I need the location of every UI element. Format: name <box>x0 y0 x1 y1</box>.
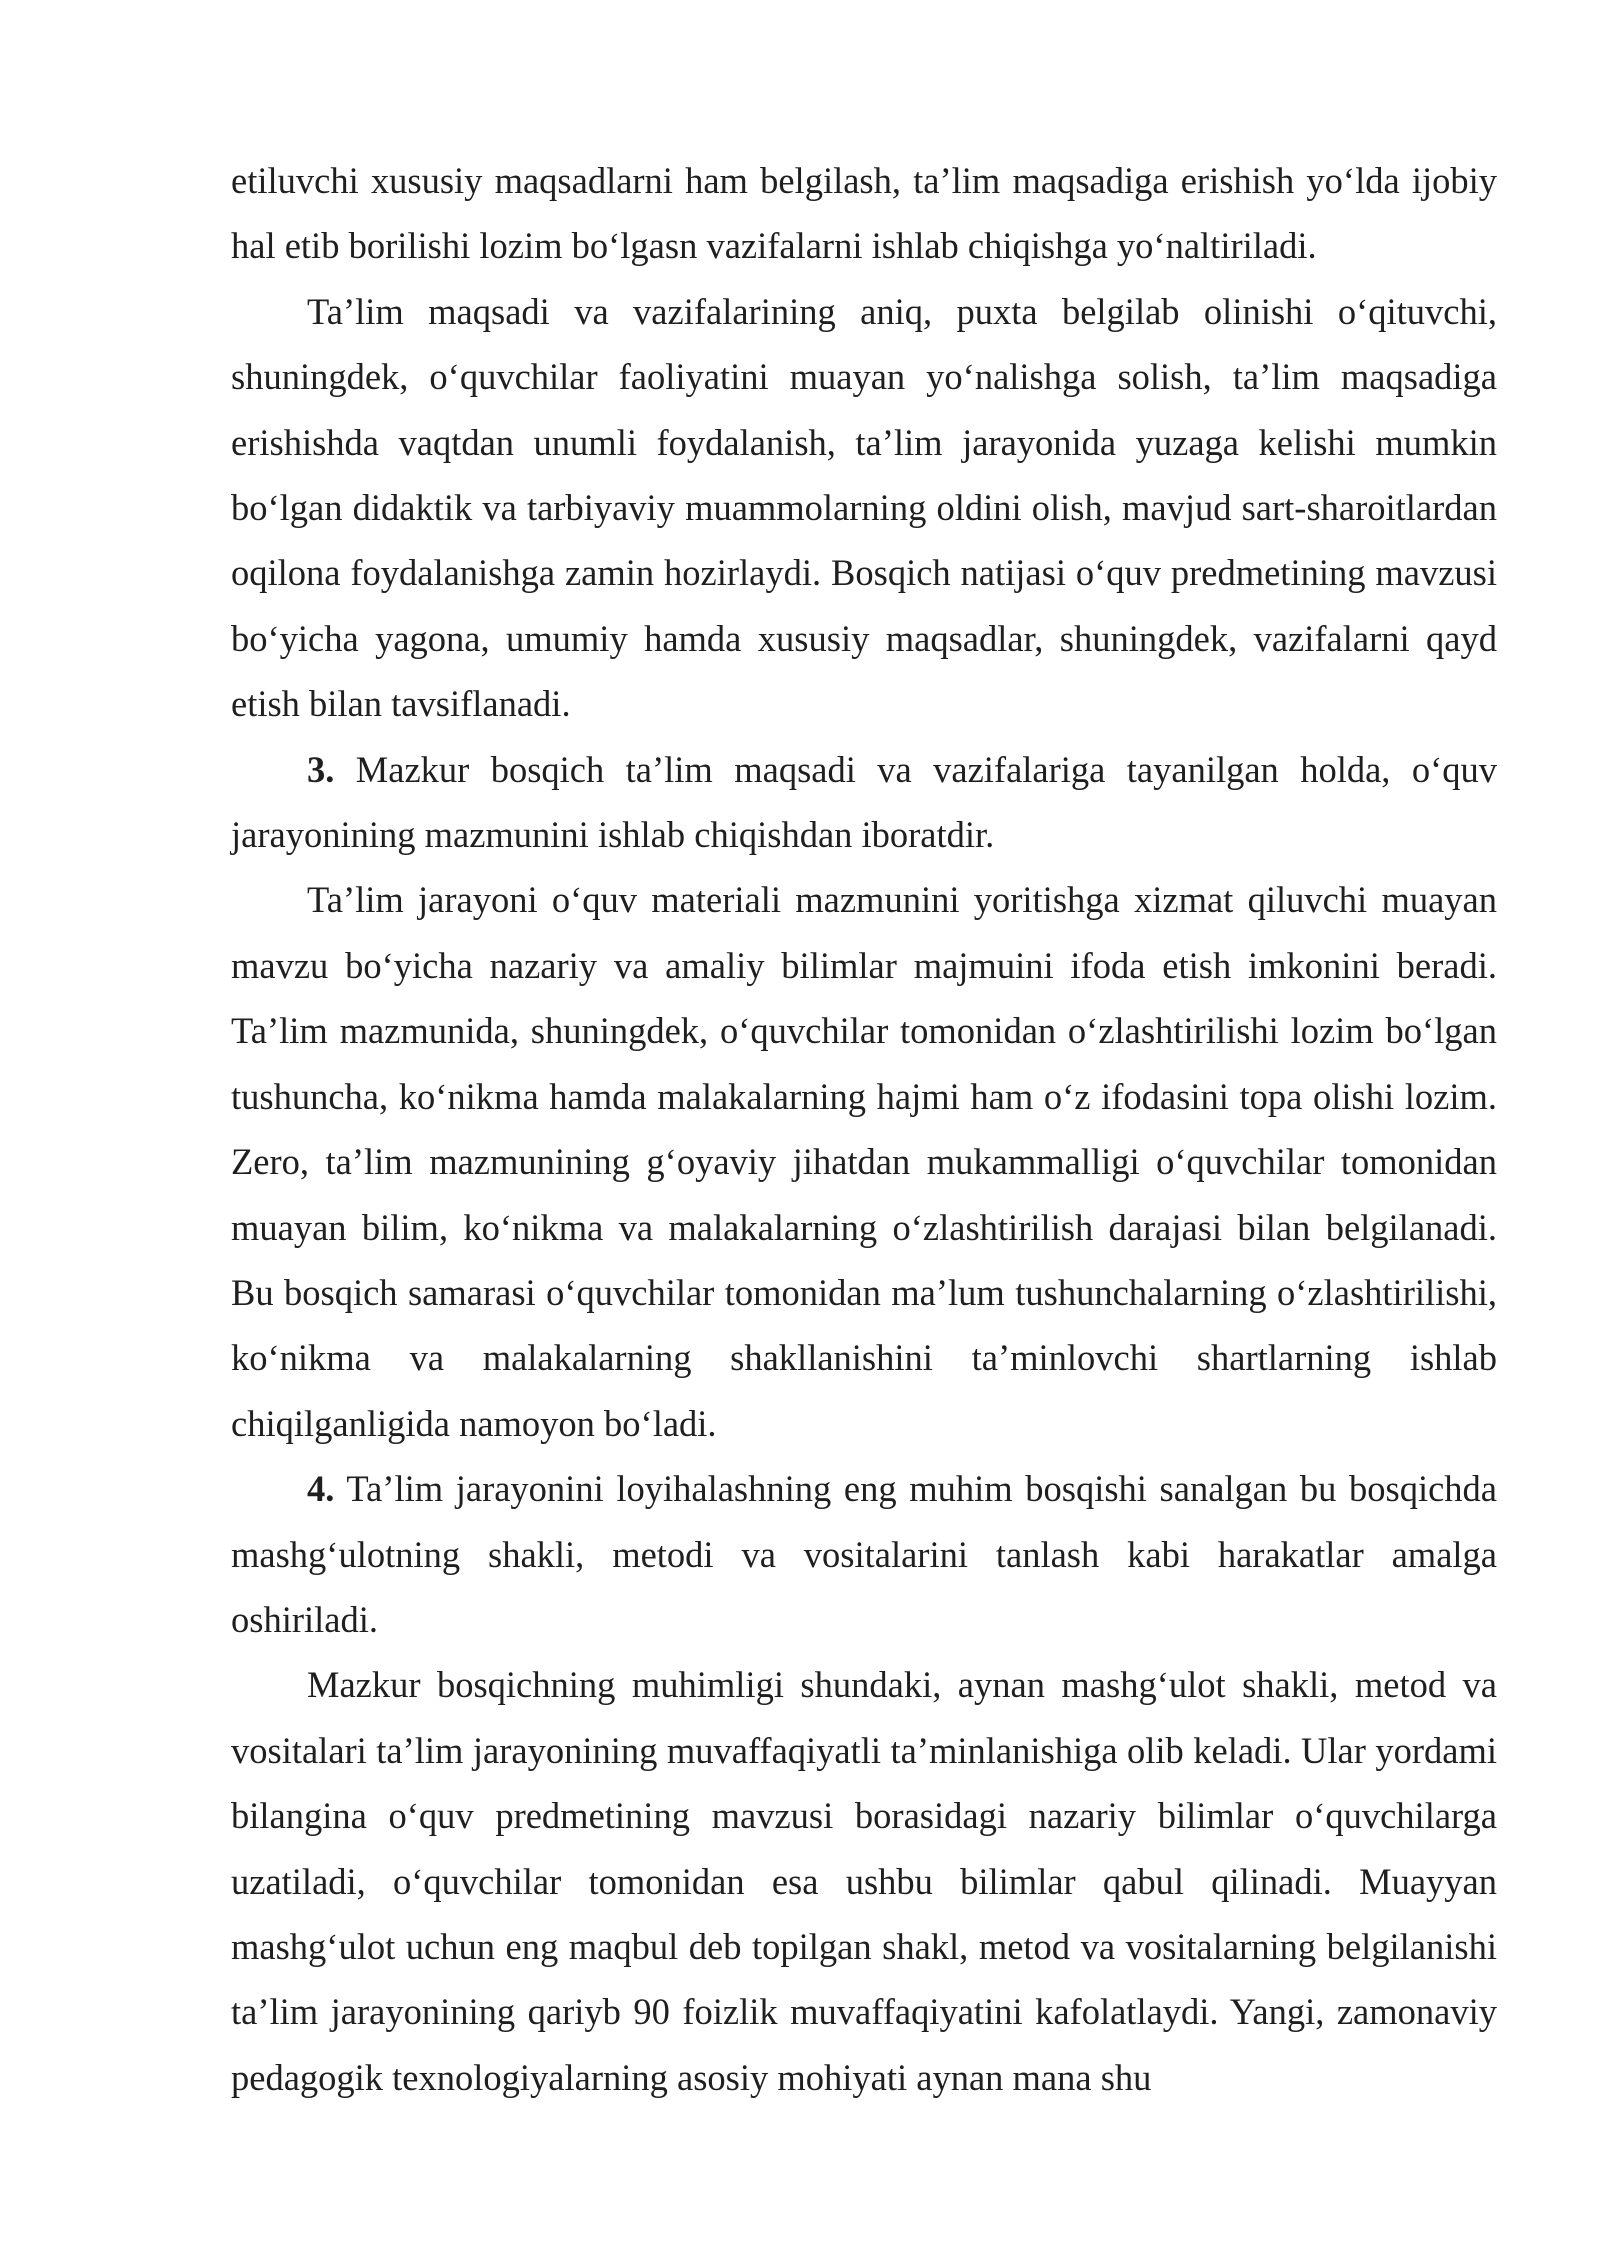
paragraph-text: Ta’lim jarayoni o‘quv materiali mazmunini yoritishga xizmat qiluvchi muayan mavzu bo‘yicha nazariy va amaliy bilimlar majmuini ifoda etish imkonini beradi. Ta’lim mazmunida, shuningdek, o‘quvchilar tomonidan o‘zlashtirilishi lozim bo‘lgan tushuncha, ko‘nikma hamda malakalarning hajmi ham o‘z ifodasini topa olishi lozim. Zero, ta’lim mazmunining g‘oyaviy jihatdan mukammalligi o‘quvchilar tomonidan muayan bilim, ko‘nikma va malakalarning o‘zlashtirilish darajasi bilan belgilanadi. Bu bosqich samarasi o‘quvchilar tomonidan ma’lum tushunchalarning o‘zlashtirilishi, ko‘nikma va malakalarning shakllanishini ta’minlovchi shartlarning ishlab chiqilganligida namoyon bo‘ladi. <box>231 879 1497 1444</box>
step-number: 3. <box>307 748 335 790</box>
paragraph-3 <box>231 737 1497 868</box>
paragraph-text: Mazkur bosqichning muhimligi shundaki, aynan mashg‘ulot shakli, metod va vositalari ta’lim jarayonining muvaffaqiyatli ta’minlanishiga olib keladi. Ular yordami bilangina o‘quv predmetining mavzusi borasidagi nazariy bilimlar o‘quvchilarga uzatiladi, o‘quvchilar tomonidan esa ushbu bilimlar qabul qilinadi. Muayyan mashg‘ulot uchun eng maqbul deb topilgan shakl, metod va vositalarning belgilanishi ta’lim jarayonining qariyb 90 foizlik muvaffaqiyatini kafolatlaydi. Yangi, zamonaviy pedagogik texnologiyalarning asosiy mohiyati aynan mana shu <box>231 1664 1497 2098</box>
step-number: 4. <box>307 1468 335 1510</box>
paragraph-5 <box>231 1456 1497 1652</box>
paragraph-text: etiluvchi xususiy maqsadlarni ham belgilash, ta’lim maqsadiga erishish yo‘lda ijobiy hal etib borilishi lozim bo‘lgasn vazifalarni ishlab chiqishga yo‘naltiriladi. <box>231 160 1497 267</box>
paragraph-1 <box>231 148 1497 279</box>
paragraph-text: Ta’lim maqsadi va vazifalarining aniq, puxta belgilab olinishi o‘qituvchi, shuningdek, o‘quvchilar faoliyatini muayan yo‘nalishga solish, ta’lim maqsadiga erishishda vaqtdan unumli foydalanish, ta’lim jarayonida yuzaga kelishi mumkin bo‘lgan didaktik va tarbiyaviy muammolarning oldini olish, mavjud sart-sharoitlardan oqilona foydalanishga zamin hozirlaydi. Bosqich natijasi o‘quv predmetining mavzusi bo‘yicha yagona, umumiy hamda xususiy maqsadlar, shuningdek, vazifalarni qayd etish bilan tavsiflanadi. <box>231 290 1497 725</box>
paragraph-6 <box>231 1652 1497 2110</box>
paragraph-2 <box>231 279 1497 737</box>
paragraph-text: Mazkur bosqich ta’lim maqsadi va vazifalariga tayanilgan holda, o‘quv jarayonining mazmunini ishlab chiqishdan iboratdir. <box>231 748 1497 856</box>
paragraph-text: Ta’lim jarayonini loyihalashning eng muhim bosqishi sanalgan bu bosqichda mashg‘ulotning shakli, metodi va vositalarini tanlash kabi harakatlar amalga oshiriladi. <box>231 1468 1497 1640</box>
document-page <box>231 148 1497 2110</box>
paragraph-4 <box>231 867 1497 1456</box>
